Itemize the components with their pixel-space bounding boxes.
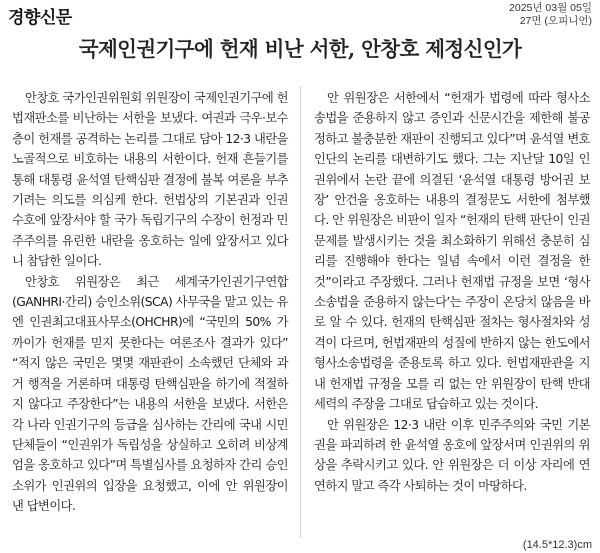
article-column-right [314, 88, 590, 496]
column-divider [300, 86, 301, 538]
paragraph: 안 위원장은 서한에서 “헌재가 법령에 따라 형사소송법을 준용하지 않고 증인과 신문시간을 제한해 불공정하고 불충분한 재판이 진행되고 있다”며 윤석열 변호인단의 논리를 대변하기도 했다. 그는 지난달 10일 인권위에서 논란 끝에 의결된 ‘윤석열 대통령 방어권 보장’ 안건을 옹호하는 내용의 결정문도 서한에 첨부했다. 안 위원장은 비판이 일자 “헌재의 탄핵 판단이 인권 문제를 발생시키는 것을 최소화하기 위해선 충분히 심리를 진행해야 한다는 일념 속에서 이런 결정을 한 것”이라고 주장했다. 그러나 헌재법 규정을 보면 ‘형사소송법을 준용하지 않는다’는 주장이 온당치 않음을 바로 알 수 있다. 헌재의 탄핵심판 절차는 형사절차와 성격이 다르며, 헌법재판의 성질에 반하지 않는 한도에서 형사소송법령을 준용토록 하고 있다. 헌법재판관을 지내 헌재법 규정을 모를 리 없는 안 위원장이 탄핵 반대 세력의 주장을 그대로 답습하고 있는 것이다. [314, 91, 590, 412]
issue-date: 2025년 03월 05일 [509, 2, 592, 14]
paragraph: 안창호 위원장은 최근 세계국가인권기구연합(GANHRI·간리) 승인소위(SCA) 사무국을 맡고 있는 유엔 인권최고대표사무소(OHCHR)에 “국민의 50% 가까이가 헌재를 믿지 못한다는 여론조사 결과가 있다” “적지 않은 국민은 몇몇 재판관이 소속했던 단체와 과거 행적을 거론하며 대통령 탄핵심판을 하기에 적절하지 않다고 주장한다”는 내용의 서한을 보냈다. 서한은 각 나라 인권기구의 등급을 심사하는 간리에 국내 시민단체들이 “인권위가 독립성을 상실하고 오히려 비상계엄을 옹호하고 있다”며 특별심사를 요청하자 간리 승인소위가 인권위의 입장을 요청했고, 이에 안 위원장이 낸 답변이다. [12, 274, 288, 514]
article-headline: 국제인권기구에 헌재 비난 서한, 안창호 제정신인가 [78, 37, 522, 61]
article-column-left [12, 88, 288, 517]
page-section: 27면 (오피니언) [519, 15, 592, 27]
newspaper-masthead: 경향신문 [8, 8, 72, 28]
paragraph: 안 위원장은 12·3 내란 이후 민주주의와 국민 기본권을 파괴하려 한 윤석열 옹호에 앞장서며 인권위의 위상을 추락시키고 있다. 안 위원장은 더 이상 자리에 연연하지 말고 즉각 사퇴하는 것이 마땅하다. [314, 417, 590, 493]
clipping-size-note: (14.5*12.3)cm [522, 539, 592, 551]
paragraph: 안창호 국가인권위원회 위원장이 국제인권기구에 헌법재판소를 비난하는 서한을 보냈다. 여권과 극우·보수층이 헌재를 공격하는 논리를 그대로 담아 12·3 내란을 노골적으로 비호하는 내용의 서한이다. 헌재 흔들기를 통해 대통령 윤석열 탄핵심판 결정에 불복 여론을 부추기려는 의도를 의심케 한다. 헌법상의 기본권과 인권 수호에 앞장서야 할 국가 독립기구의 수장이 헌정과 민주주의를 유린한 내란을 옹호하는 일에 앞장서고 있다니 참담한 일이다. [12, 91, 288, 269]
issue-meta [509, 2, 592, 28]
